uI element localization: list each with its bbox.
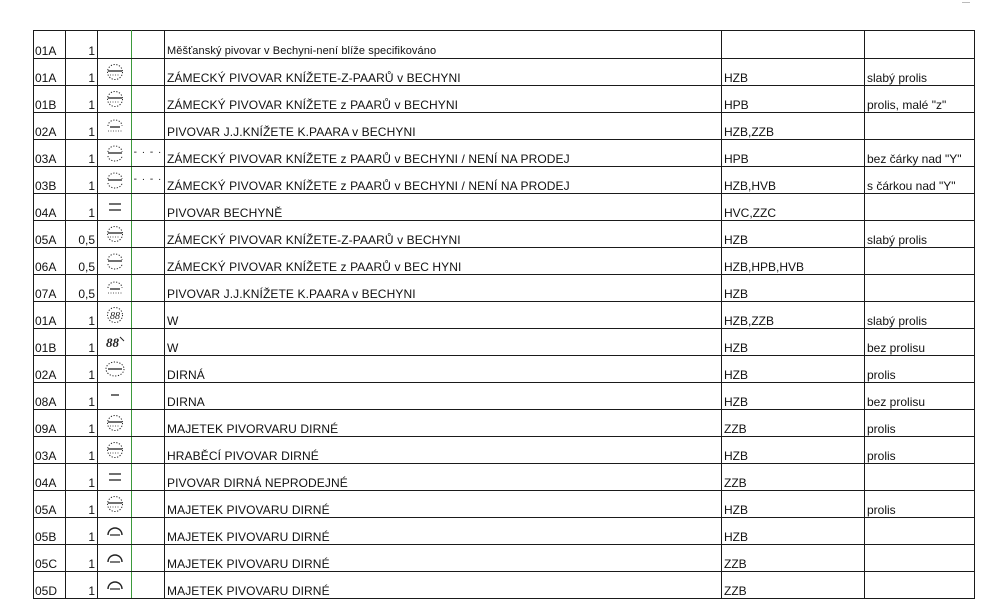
row-note: s čárkou nad "Y" [865, 167, 975, 194]
row-code: 04A [34, 464, 66, 491]
row-code: 04A [34, 194, 66, 221]
row-label-text: MAJETEK PIVOVARU DIRNÉ [165, 572, 722, 599]
row-label-text: PIVOVAR J.J.KNÍŽETE K.PAARA v BECHYNI [165, 275, 722, 302]
row-symbol [132, 545, 165, 572]
row-note [865, 194, 975, 221]
table-row [34, 572, 975, 599]
row-type: HVC,ZZC [722, 194, 865, 221]
row-code: 09A [34, 410, 66, 437]
row-code: 08A [34, 383, 66, 410]
row-symbol [132, 221, 165, 248]
row-mark [98, 302, 132, 329]
row-mark [98, 221, 132, 248]
row-quantity: 1 [66, 464, 98, 491]
monogram-circle-icon [104, 306, 126, 324]
table-row [34, 275, 975, 302]
dotted-arc-icon [104, 117, 126, 135]
row-symbol [132, 59, 165, 86]
row-label-text: MAJETEK PIVORVARU DIRNÉ [165, 410, 722, 437]
table-row [34, 356, 975, 383]
arc-icon [104, 576, 126, 594]
row-quantity: 1 [66, 31, 98, 59]
arc-icon [104, 522, 126, 540]
dotted-circle-icon [104, 495, 126, 513]
row-code: 05D [34, 572, 66, 599]
row-label-text: MAJETEK PIVOVARU DIRNÉ [165, 518, 722, 545]
row-quantity: 1 [66, 140, 98, 167]
row-label-text: PIVOVAR BECHYNĚ [165, 194, 722, 221]
row-label-text: ZÁMECKÝ PIVOVAR KNÍŽETE z PAARŮ v BECHYNI / NENÍ NA PRODEJ [165, 167, 722, 194]
table-row [34, 59, 975, 86]
row-quantity: 1 [66, 167, 98, 194]
row-quantity: 1 [66, 329, 98, 356]
row-quantity: 1 [66, 518, 98, 545]
row-note [865, 31, 975, 59]
row-label-text: DIRNA [165, 383, 722, 410]
row-mark [98, 31, 132, 59]
row-mark [98, 356, 132, 383]
dotted-split-circle-icon [104, 171, 126, 189]
dotted-split-circle-icon [104, 144, 126, 162]
dotted-arc-icon [104, 279, 126, 297]
row-code: 01A [34, 302, 66, 329]
row-symbol [132, 194, 165, 221]
row-code: 03B [34, 167, 66, 194]
dotted-circle-icon [104, 90, 126, 108]
row-symbol [132, 437, 165, 464]
row-label-text: W [165, 302, 722, 329]
row-type: HZB [722, 59, 865, 86]
row-quantity: 0,5 [66, 221, 98, 248]
row-label-text: MAJETEK PIVOVARU DIRNÉ [165, 491, 722, 518]
table-row [34, 437, 975, 464]
row-symbol [132, 31, 165, 59]
row-code: 01A [34, 59, 66, 86]
row-code: 05B [34, 518, 66, 545]
row-symbol [132, 86, 165, 113]
row-label-text: Měšťanský pivovar v Bechyni-není blíže specifikováno [165, 31, 722, 59]
blank-icon [104, 36, 126, 54]
row-type: HZB [722, 275, 865, 302]
table-row [34, 545, 975, 572]
row-quantity: 1 [66, 356, 98, 383]
row-label-text: ZÁMECKÝ PIVOVAR KNÍŽETE z PAARŮ v BECHYNI / NENÍ NA PRODEJ [165, 140, 722, 167]
table-row [34, 31, 975, 59]
row-type: ZZB [722, 572, 865, 599]
table-row [34, 491, 975, 518]
row-quantity: 1 [66, 545, 98, 572]
row-mark [98, 194, 132, 221]
row-type [722, 31, 865, 59]
table-row [34, 518, 975, 545]
row-type: HZB,ZZB [722, 302, 865, 329]
row-code: 02A [34, 113, 66, 140]
row-symbol [132, 572, 165, 599]
row-quantity: 0,5 [66, 248, 98, 275]
row-code: 03A [34, 140, 66, 167]
row-note: slabý prolis [865, 302, 975, 329]
catalog-sheet [33, 30, 974, 598]
row-mark [98, 59, 132, 86]
label-catalog-table [33, 30, 975, 599]
row-type: HZB [722, 518, 865, 545]
row-label-text: MAJETEK PIVOVARU DIRNÉ [165, 545, 722, 572]
table-row [34, 221, 975, 248]
svg-text:88: 88 [109, 311, 120, 322]
row-code: 02A [34, 356, 66, 383]
row-label-text: ZÁMECKÝ PIVOVAR KNÍŽETE z PAARŮ v BECHYNI [165, 86, 722, 113]
row-mark [98, 383, 132, 410]
dotted-split-circle-icon [104, 252, 126, 270]
row-code: 05A [34, 491, 66, 518]
row-mark [98, 113, 132, 140]
row-symbol [132, 383, 165, 410]
row-mark [98, 329, 132, 356]
table-row [34, 248, 975, 275]
row-symbol [132, 518, 165, 545]
row-type: HZB [722, 383, 865, 410]
row-code: 03A [34, 437, 66, 464]
row-quantity: 0,5 [66, 275, 98, 302]
row-quantity: 1 [66, 59, 98, 86]
row-mark [98, 518, 132, 545]
row-mark [98, 545, 132, 572]
row-type: ZZB [722, 464, 865, 491]
row-quantity: 1 [66, 410, 98, 437]
row-label-text: ZÁMECKÝ PIVOVAR KNÍŽETE-Z-PAARŮ v BECHYNI [165, 221, 722, 248]
row-code: 01A [34, 31, 66, 59]
row-type: ZZB [722, 410, 865, 437]
row-symbol [132, 356, 165, 383]
table-row [34, 464, 975, 491]
row-mark [98, 167, 132, 194]
row-type: HZB [722, 221, 865, 248]
table-row [34, 329, 975, 356]
scan-mark [962, 2, 970, 3]
dotted-circle-icon [104, 414, 126, 432]
row-symbol [132, 410, 165, 437]
row-quantity: 1 [66, 86, 98, 113]
row-note: bez prolisu [865, 383, 975, 410]
row-label-text: HRABĚCÍ PIVOVAR DIRNÉ [165, 437, 722, 464]
row-mark [98, 437, 132, 464]
dotted-circle-icon [104, 441, 126, 459]
row-mark [98, 464, 132, 491]
row-symbol [132, 113, 165, 140]
row-symbol [132, 329, 165, 356]
row-symbol: - · - · [132, 140, 165, 167]
monogram-icon [104, 333, 126, 351]
table-row [34, 302, 975, 329]
row-mark [98, 86, 132, 113]
table-row [34, 410, 975, 437]
row-label-text: W [165, 329, 722, 356]
row-note: prolis [865, 410, 975, 437]
table-row [34, 86, 975, 113]
row-quantity: 1 [66, 302, 98, 329]
row-symbol [132, 491, 165, 518]
row-note: prolis [865, 491, 975, 518]
row-type: HZB [722, 329, 865, 356]
row-note [865, 572, 975, 599]
row-note [865, 518, 975, 545]
row-quantity: 1 [66, 383, 98, 410]
row-label-text: ZÁMECKÝ PIVOVAR KNÍŽETE z PAARŮ v BEC HYNI [165, 248, 722, 275]
row-quantity: 1 [66, 437, 98, 464]
row-note: slabý prolis [865, 59, 975, 86]
row-quantity: 1 [66, 113, 98, 140]
row-note: prolis, malé "z" [865, 86, 975, 113]
dotted-circle-icon [104, 225, 126, 243]
row-type: ZZB [722, 545, 865, 572]
row-code: 05C [34, 545, 66, 572]
row-code: 07A [34, 275, 66, 302]
row-quantity: 1 [66, 491, 98, 518]
table-body [34, 31, 975, 599]
row-note [865, 545, 975, 572]
table-row [34, 140, 975, 167]
row-mark [98, 275, 132, 302]
row-type: HPB [722, 140, 865, 167]
row-type: HZB [722, 491, 865, 518]
row-note: slabý prolis [865, 221, 975, 248]
row-type: HZB,ZZB [722, 113, 865, 140]
row-code: 01B [34, 86, 66, 113]
row-type: HPB [722, 86, 865, 113]
arc-icon [104, 549, 126, 567]
dotted-circle-icon [104, 63, 126, 81]
row-label-text: DIRNÁ [165, 356, 722, 383]
row-type: HZB [722, 437, 865, 464]
row-mark [98, 248, 132, 275]
row-symbol [132, 275, 165, 302]
table-row [34, 167, 975, 194]
row-mark [98, 410, 132, 437]
row-code: 01B [34, 329, 66, 356]
row-note: prolis [865, 356, 975, 383]
row-symbol [132, 464, 165, 491]
row-note [865, 113, 975, 140]
row-code: 06A [34, 248, 66, 275]
row-label-text: ZÁMECKÝ PIVOVAR KNÍŽETE-Z-PAARŮ v BECHYNI [165, 59, 722, 86]
double-line-icon [104, 198, 126, 216]
row-mark [98, 491, 132, 518]
row-note [865, 248, 975, 275]
row-note: prolis [865, 437, 975, 464]
row-note [865, 275, 975, 302]
row-type: HZB [722, 356, 865, 383]
row-note: bez čárky nad "Y" [865, 140, 975, 167]
svg-text:88: 88 [105, 335, 119, 350]
row-mark [98, 140, 132, 167]
table-row [34, 113, 975, 140]
row-symbol: - · - · [132, 167, 165, 194]
single-line-icon [104, 387, 126, 405]
row-symbol [132, 248, 165, 275]
row-type: HZB,HPB,HVB [722, 248, 865, 275]
row-label-text: PIVOVAR DIRNÁ NEPRODEJNÉ [165, 464, 722, 491]
row-type: HZB,HVB [722, 167, 865, 194]
double-line-icon [104, 468, 126, 486]
row-mark [98, 572, 132, 599]
row-symbol [132, 302, 165, 329]
row-quantity: 1 [66, 572, 98, 599]
row-code: 05A [34, 221, 66, 248]
row-note: bez prolisu [865, 329, 975, 356]
row-label-text: PIVOVAR J.J.KNÍŽETE K.PAARA v BECHYNI [165, 113, 722, 140]
dotted-oval-line-icon [104, 360, 126, 378]
row-quantity: 1 [66, 194, 98, 221]
table-row [34, 383, 975, 410]
row-note [865, 464, 975, 491]
table-row [34, 194, 975, 221]
